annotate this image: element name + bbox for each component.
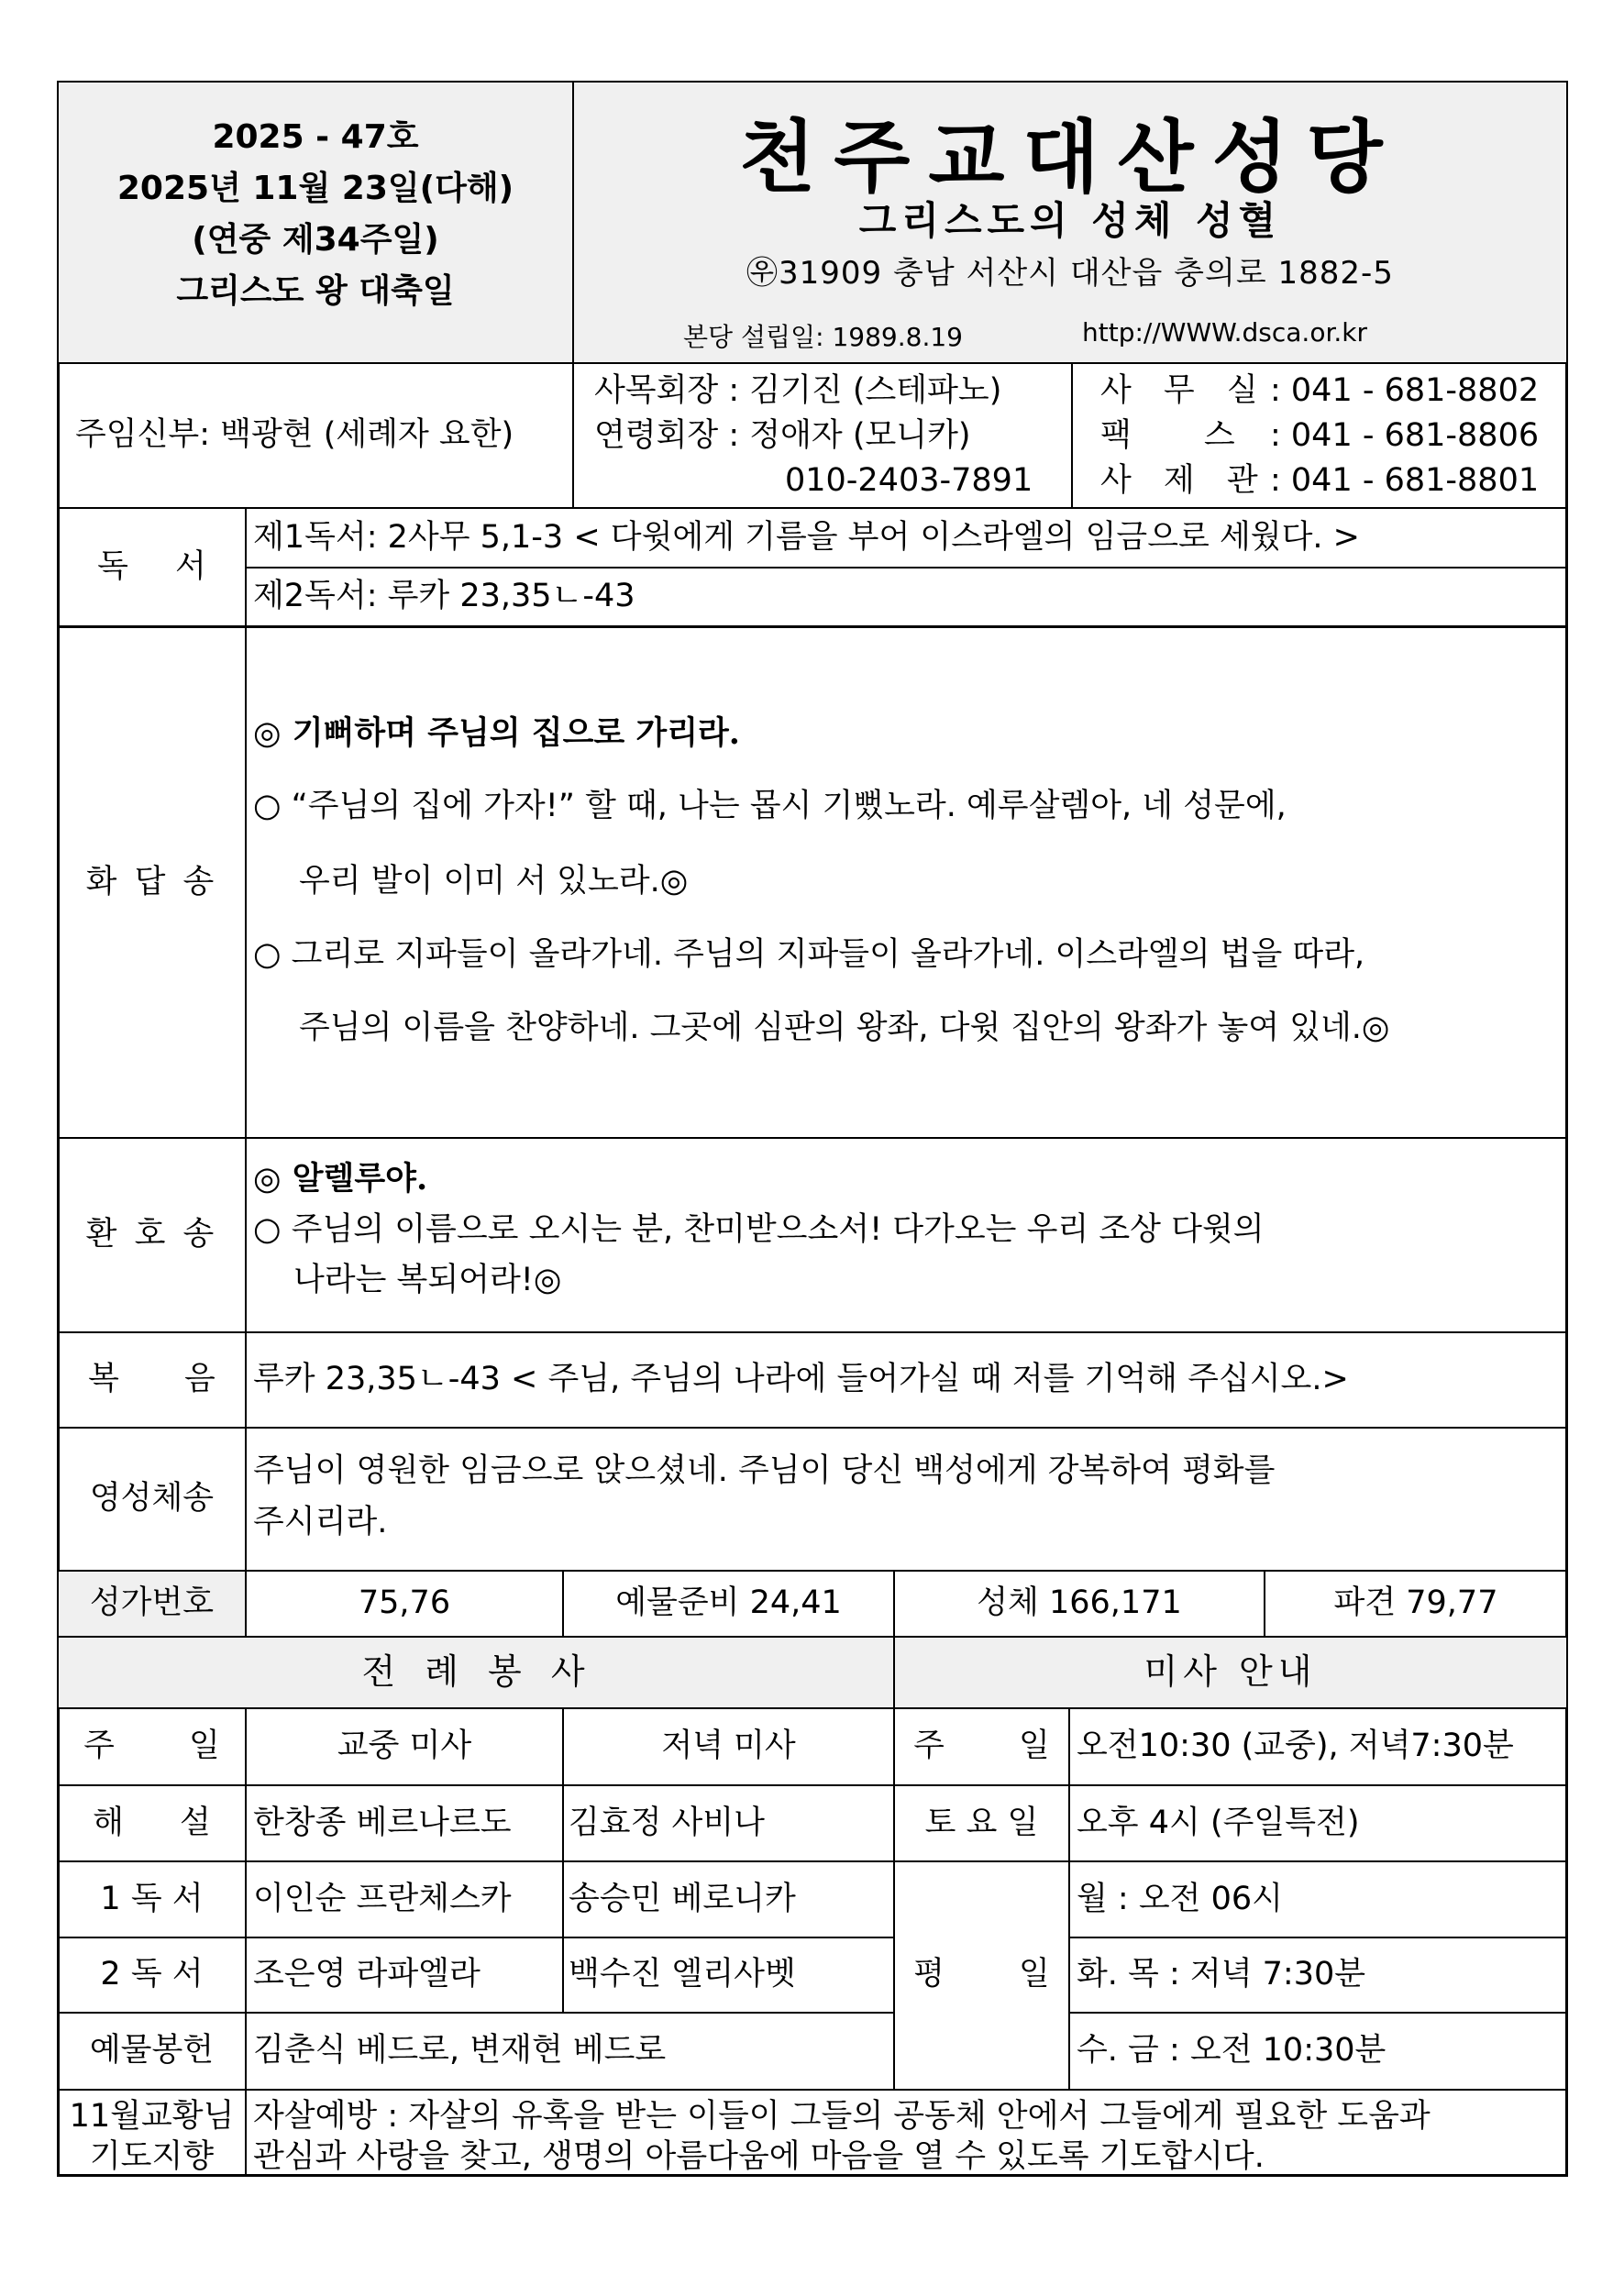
feast-title: 그리스도의 성체 성혈 <box>858 198 1282 243</box>
phone-block <box>1100 369 1539 503</box>
second-reading: 제2독서: 루카 23,35ㄴ-43 <box>253 578 635 615</box>
ministry-role-reader2: 2 독 서 <box>100 1956 204 1993</box>
ministry-title: 전 례 봉 사 <box>361 1651 591 1693</box>
ministry-role-commentator: 해 설 <box>93 1804 211 1841</box>
liturgical-week: (연중 제34주일) <box>192 221 439 259</box>
ministry-role-reader1: 1 독 서 <box>100 1880 204 1917</box>
council-block <box>594 369 1033 503</box>
church-name: 천주교대산성당 <box>739 112 1401 204</box>
rectory-label: 사 제 관 <box>1100 462 1269 499</box>
acclamation-line2: 나라는 복되어라!◎ <box>293 1262 562 1298</box>
ministry-main-reader2: 조은영 라파엘라 <box>253 1956 481 1993</box>
psalm-verse2-line1: ○ 그리로 지파들이 올라가네. 주님의 지파들이 올라가네. 이스라엘의 법을 따라, <box>253 936 1365 973</box>
church-address: ㉾31909 충남 서산시 대산읍 충의로 1882-5 <box>746 255 1394 292</box>
acclamation-refrain: ◎ 알렐루야. <box>253 1160 428 1198</box>
office-phone: : 041 - 681-8802 <box>1270 372 1540 409</box>
ministry-main-commentator: 한창종 베르나르도 <box>253 1804 512 1841</box>
ministry-col-day: 주 일 <box>83 1728 220 1765</box>
mass-weekday-1: 월 : 오전 06시 <box>1077 1880 1283 1917</box>
hymn-offertory: 예물준비 24,41 <box>615 1584 842 1622</box>
fax-phone: : 041 - 681-8806 <box>1270 417 1540 454</box>
hymn-entrance: 75,76 <box>358 1584 451 1622</box>
communion-text <box>253 1445 1275 1548</box>
pope-intention-label-line1: 11월교황님 <box>69 2098 235 2135</box>
acclamation-label: 환 호 송 <box>85 1216 218 1253</box>
mass-weekday-label: 평 일 <box>913 1955 1050 1993</box>
acclamation-line1: ○ 주님의 이름으로 오시는 분, 찬미받으소서! 다가오는 우리 조상 다윗의 <box>253 1211 1265 1248</box>
gospel-text: 루카 23,35ㄴ-43 < 주님, 주님의 나라에 들어가실 때 저를 기억해 주십시오.> <box>253 1361 1349 1398</box>
ministry-col-main: 교중 미사 <box>337 1728 472 1765</box>
pope-intention-label <box>59 2096 245 2177</box>
psalm-label: 화 답 송 <box>85 863 218 900</box>
issue-date: 2025년 11월 23일(다해) <box>116 170 514 207</box>
feast-day: 그리스도 왕 대축일 <box>176 272 455 310</box>
mass-title: 미사 안내 <box>1143 1651 1318 1693</box>
communion-line1: 주님이 영원한 임금으로 앉으셨네. 주님이 당신 백성에게 강복하여 평화를 <box>253 1452 1276 1489</box>
mass-weekday-3: 수. 금 : 오전 10:30분 <box>1077 2032 1386 2070</box>
pope-intention-line1: 자살예방 : 자살의 유혹을 받는 이들이 그들의 공동체 안에서 그들에게 필요한 도움과 <box>253 2098 1431 2135</box>
ministry-offering-names: 김춘식 베드로, 변재현 베드로 <box>253 2032 667 2070</box>
pope-intention-text <box>253 2096 1431 2177</box>
mass-saturday-time: 오후 4시 (주일특전) <box>1077 1804 1360 1841</box>
hymn-communion: 성체 166,171 <box>977 1584 1182 1622</box>
ministry-col-evening: 저녁 미사 <box>661 1728 796 1765</box>
mass-sunday-time: 오전10:30 (교중), 저녁7:30분 <box>1077 1728 1514 1765</box>
mass-sunday-label: 주 일 <box>913 1728 1050 1765</box>
first-reading: 제1독서: 2사무 5,1-3 < 다윗에게 기름을 부어 이스라엘의 임금으로 세웠다. > <box>253 518 1360 556</box>
readings-label: 독 서 <box>97 547 206 585</box>
psalm-verse1-line2: 우리 발이 이미 서 있노라.◎ <box>299 863 689 900</box>
communion-label: 영성체송 <box>89 1480 215 1518</box>
rectory-phone: : 041 - 681-8801 <box>1270 462 1540 499</box>
pope-intention-label-line2: 기도지향 <box>89 2138 215 2175</box>
hymns-label: 성가번호 <box>89 1584 215 1622</box>
elder-president: 연령회장 : 정애자 (모니카) <box>594 417 971 454</box>
website-link[interactable]: http://WWW.dsca.or.kr <box>1082 317 1368 348</box>
ministry-evening-reader2: 백수진 엘리사벳 <box>569 1956 796 1993</box>
issue-block <box>59 112 572 317</box>
ministry-role-offering: 예물봉헌 <box>89 2032 215 2070</box>
psalm-refrain: ◎ 기뻐하며 주님의 집으로 가리라. <box>253 714 740 752</box>
mass-saturday-label: 토 요 일 <box>924 1804 1039 1841</box>
pastor-name: 주임신부: 백광현 (세례자 요한) <box>75 416 514 454</box>
issue-number: 2025 - 47호 <box>212 118 419 156</box>
council-president: 사목회장 : 김기진 (스테파노) <box>594 372 1002 409</box>
psalm-verse2-line2: 주님의 이름을 찬양하네. 그곳에 심판의 왕좌, 다윗 집안의 왕좌가 놓여 있네.◎ <box>299 1010 1390 1046</box>
elder-phone: 010-2403-7891 <box>785 462 1033 499</box>
gospel-label: 복 음 <box>88 1361 215 1398</box>
mass-weekday-2: 화. 목 : 저녁 7:30분 <box>1077 1956 1366 1993</box>
ministry-evening-commentator: 김효정 사비나 <box>569 1804 765 1841</box>
fax-label: 팩 스 <box>1100 417 1239 454</box>
ministry-main-reader1: 이인순 프란체스카 <box>253 1880 512 1917</box>
hymn-recessional: 파견 79,77 <box>1333 1584 1498 1622</box>
founded-date: 본당 설립일: 1989.8.19 <box>683 322 963 352</box>
psalm-verse1-line1: ○ “주님의 집에 가자!” 할 때, 나는 몹시 기뻤노라. 예루살렘아, 네 성문에, <box>253 788 1287 824</box>
office-label: 사 무 실 <box>1100 372 1269 409</box>
ministry-evening-reader1: 송승민 베로니카 <box>569 1880 796 1917</box>
pope-intention-line2: 관심과 사랑을 찾고, 생명의 아름다움에 마음을 열 수 있도록 기도합시다. <box>253 2138 1265 2175</box>
communion-line2: 주시리라. <box>253 1504 388 1540</box>
